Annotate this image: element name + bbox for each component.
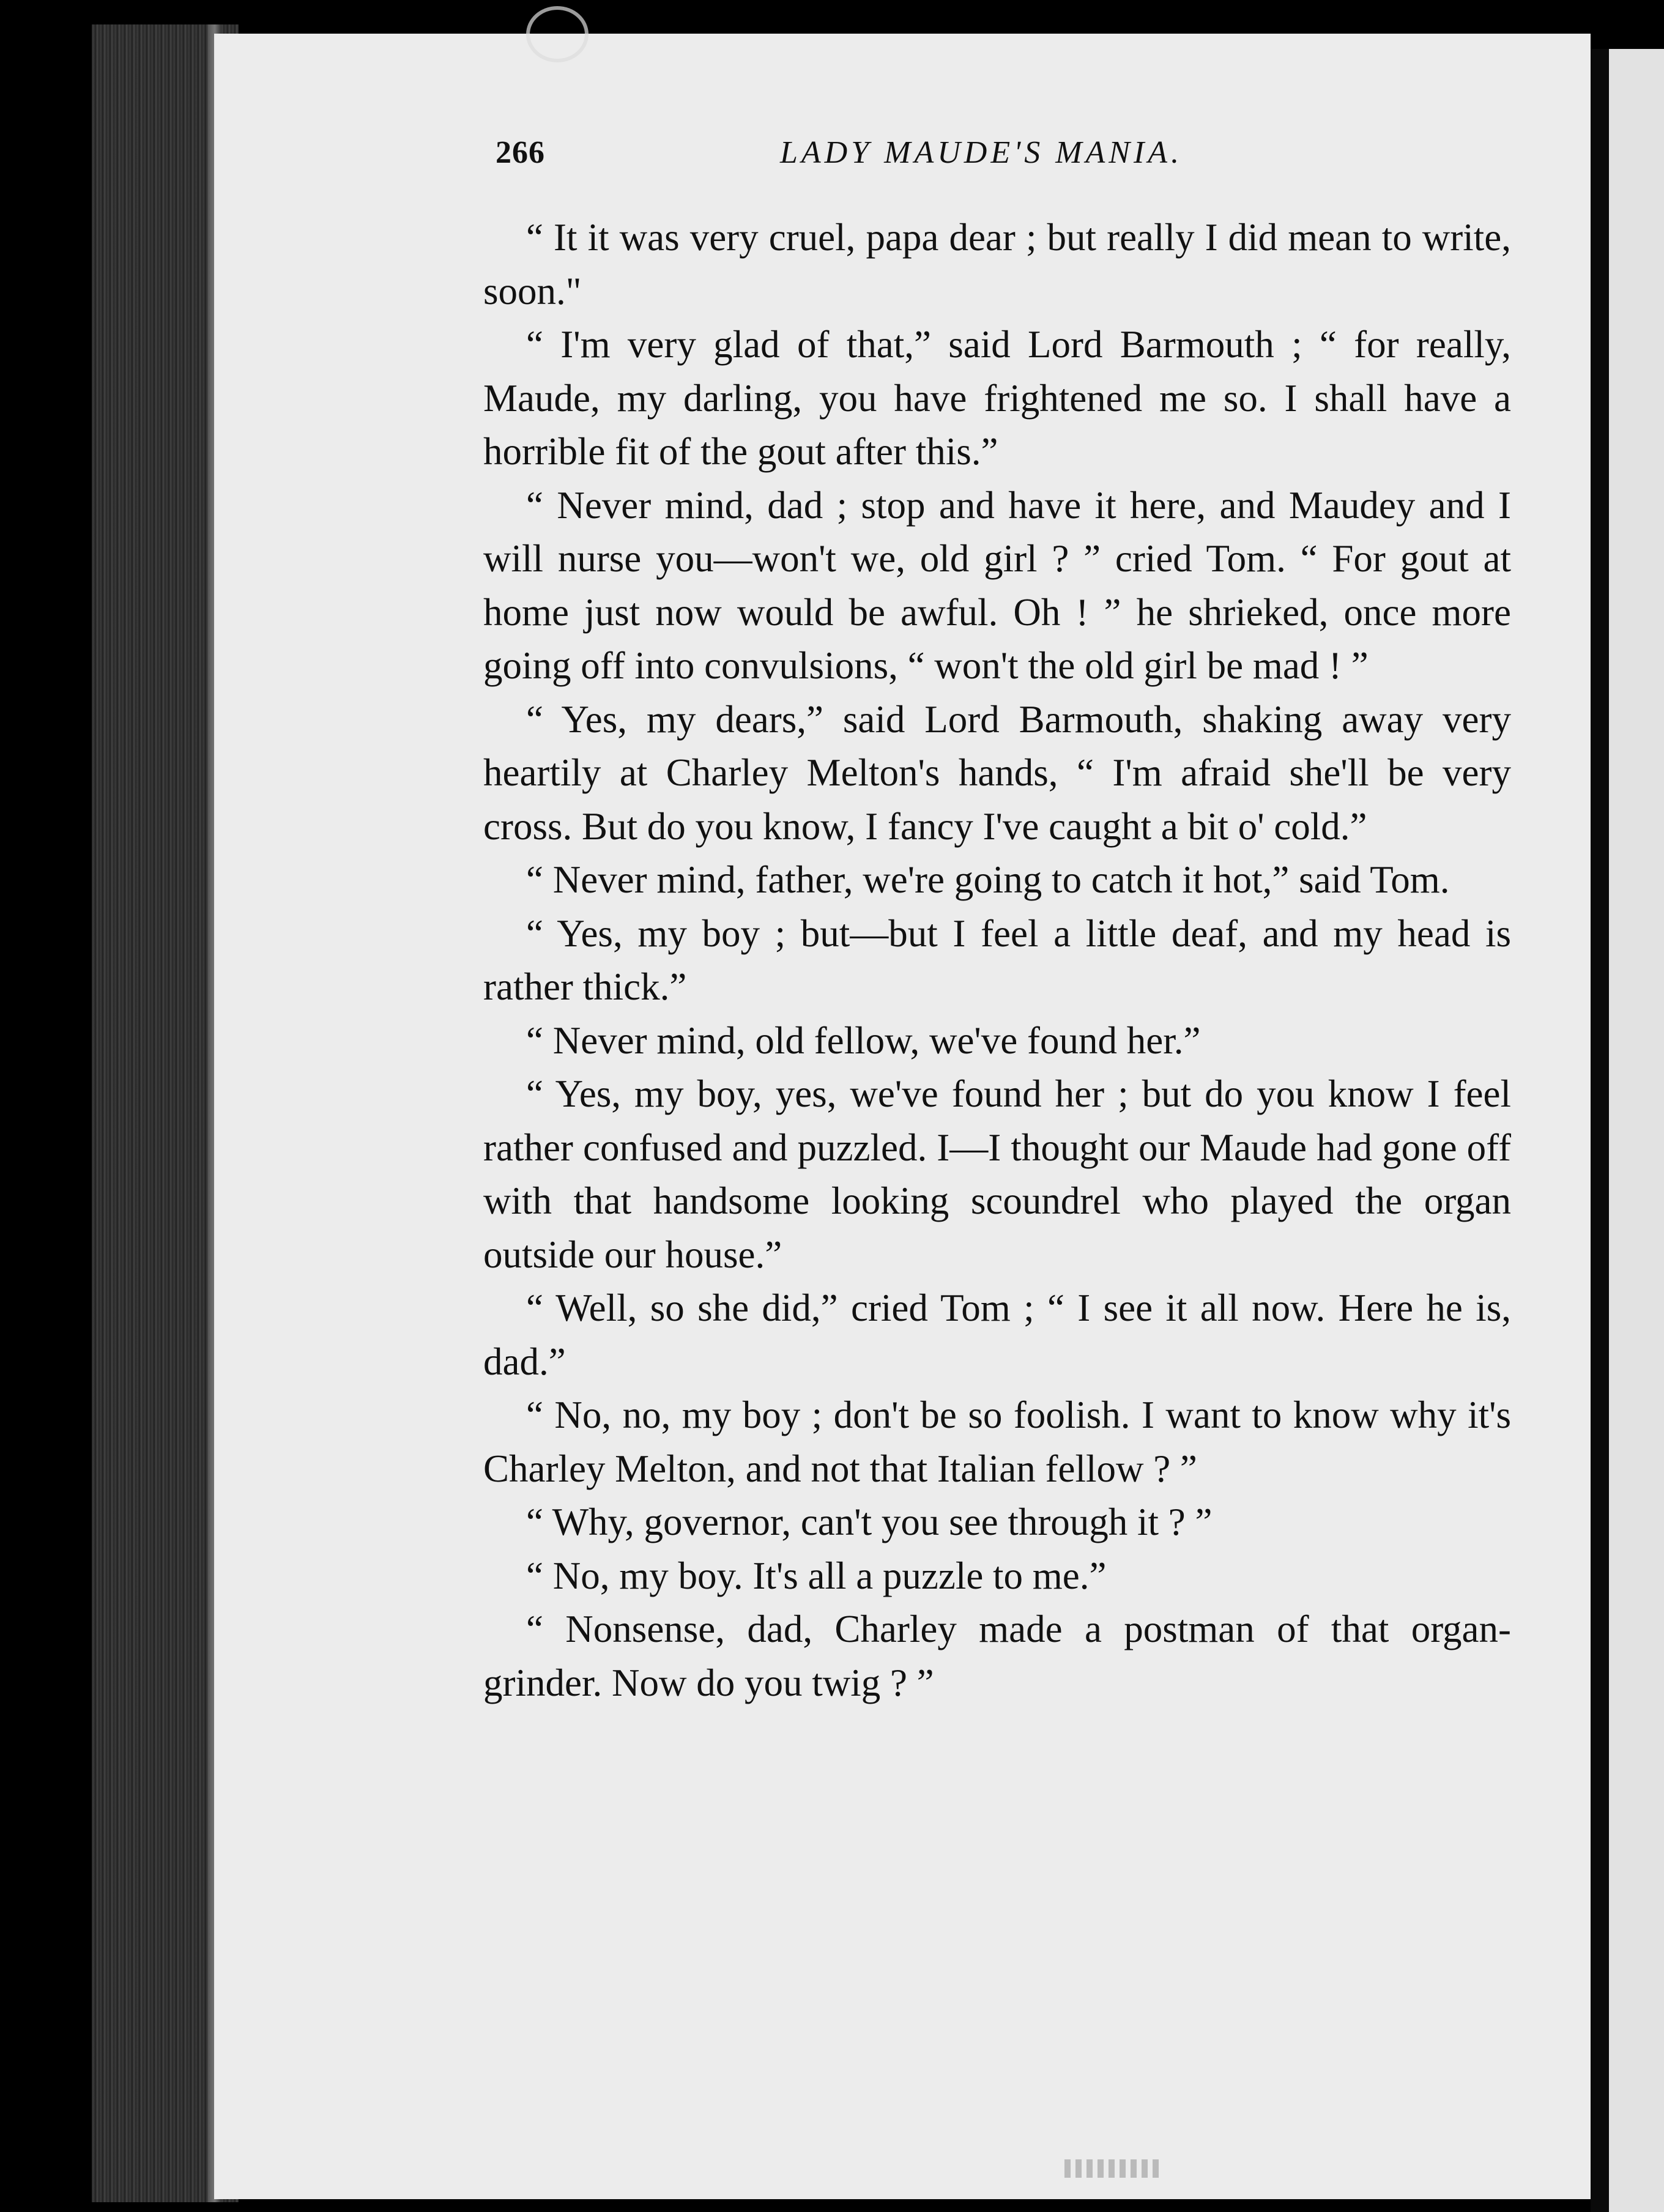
facing-page-edge <box>1609 49 1664 2212</box>
paragraph: “ Why, governor, can't you see through it ? ” <box>526 1501 1213 1543</box>
paragraph: “ Never mind, old fellow, we've found her.” <box>526 1019 1201 1062</box>
paragraph: “ I'm very glad of that,” said Lord Barmouth ; “ for really, Maude, my darling, you have frightened me so. I shall have a horrible fit of the gout after this.” <box>483 323 1511 473</box>
running-header <box>496 135 1523 184</box>
paragraph: “ No, my boy. It's all a puzzle to me.” <box>526 1554 1107 1597</box>
paragraph: “ Nonsense, dad, Charley made a postman of that organ-grinder. Now do you twig ? ” <box>483 1608 1511 1704</box>
paragraph: “ Well, so she did,” cried Tom ; “ I see it all now. Here he is, dad.” <box>483 1286 1511 1383</box>
bottom-smudge <box>1064 2159 1162 2178</box>
paragraph: “ Never mind, father, we're going to catch it hot,” said Tom. <box>526 858 1450 901</box>
paragraph: “ No, no, my boy ; don't be so foolish. I want to know why it's Charley Melton, and not that Italian fellow ? ” <box>483 1394 1511 1490</box>
paragraph: “ Yes, my dears,” said Lord Barmouth, shaking away very heartily at Charley Melton's hands, “ I'm afraid she'll be very cross. But do you know, I fancy I've caught a bit o' cold.” <box>483 697 1511 848</box>
paragraph <box>483 211 1511 318</box>
paragraph: “ Yes, my boy, yes, we've found her ; but do you know I feel rather confused and puzzled. I—I thought our Maude had gone off with that handsome looking scoundrel who played the organ outside our house.” <box>483 1072 1511 1276</box>
paragraph: “ Never mind, dad ; stop and have it here, and Maudey and I will nurse you—won't we, old girl ? ” cried Tom. “ For gout at home just now would be awful. Oh ! ” he shrieked, once more going off into convulsions, “ won't the old girl be mad ! ” <box>483 483 1511 687</box>
running-title: LADY MAUDE'S MANIA. <box>780 135 1183 170</box>
facing-page-gutter <box>1591 49 1609 2212</box>
page-stain <box>526 6 589 62</box>
page-number: 266 <box>496 135 545 170</box>
body-text <box>483 211 1511 1710</box>
paragraph-text: “ It it was very cruel, papa dear ; but really I did mean to write, soon." <box>483 216 1511 313</box>
paragraph: “ Yes, my boy ; but—but I feel a little deaf, and my head is rather thick.” <box>483 911 1511 1008</box>
